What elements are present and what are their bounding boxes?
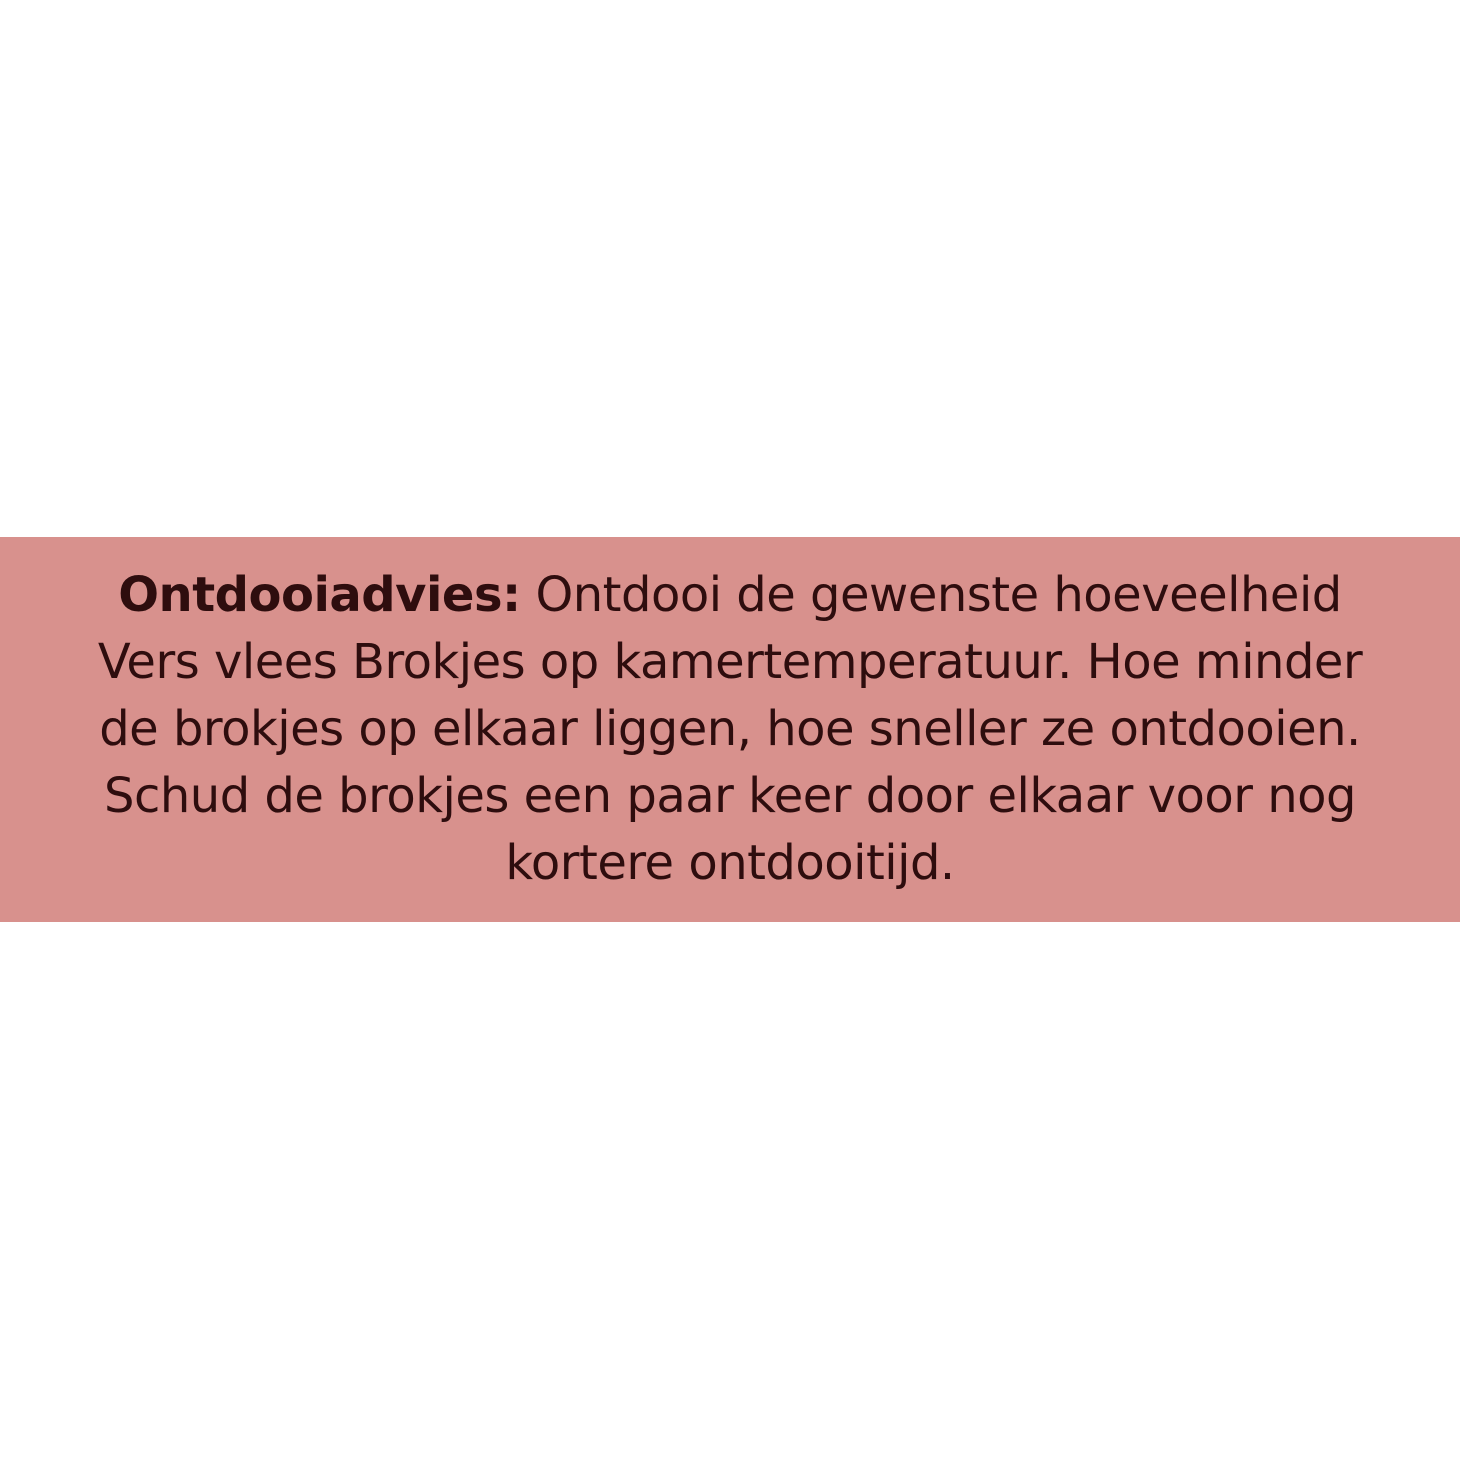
advice-line-5: kortere ontdooitijd. <box>505 835 955 891</box>
advice-line-4: Schud de brokjes een paar keer door elkaar voor nog <box>103 768 1357 824</box>
advice-line-1-text: Ontdooi de gewenste hoeveelheid <box>520 567 1342 623</box>
advice-lead-label: Ontdooiadvies: <box>118 567 521 623</box>
advice-line-1 <box>118 562 1342 629</box>
thaw-advice-banner <box>0 537 1460 922</box>
advice-line-2: Vers vlees Brokjes op kamertemperatuur. Hoe minder <box>97 634 1363 690</box>
advice-line-3: de brokjes op elkaar liggen, hoe sneller ze ontdooien. <box>99 701 1361 757</box>
